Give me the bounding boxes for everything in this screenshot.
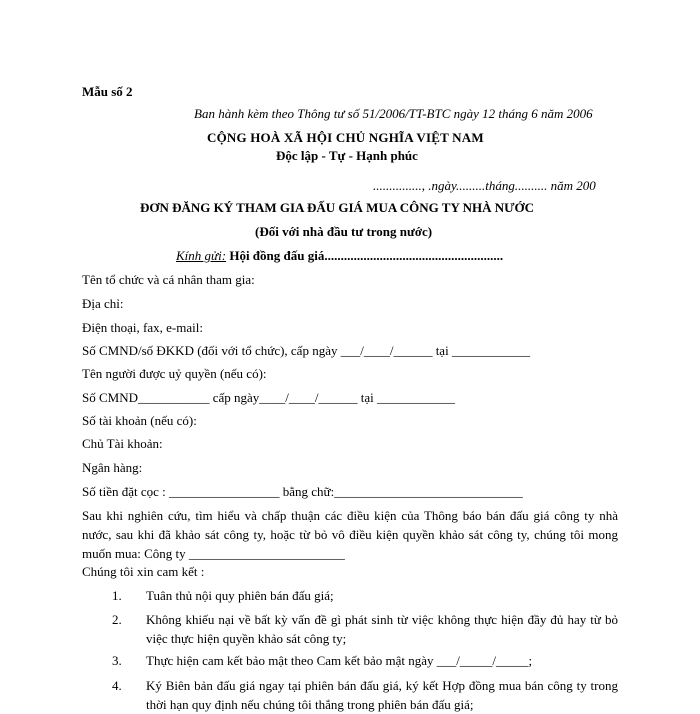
recipient-value: Hội đồng đấu giá....................................................... [229, 248, 504, 263]
field-bank: Ngân hàng: [82, 460, 143, 475]
document-title: ĐƠN ĐĂNG KÝ THAM GIA ĐẤU GIÁ MUA CÔNG TY NHÀ NƯỚC [140, 200, 534, 215]
commitment-number: 4. [112, 678, 122, 693]
field-participant-name: Tên tổ chức và cá nhân tham gia: [82, 272, 255, 287]
recipient-line [176, 248, 503, 264]
commitment-item [112, 676, 618, 714]
motto: Độc lập - Tự - Hạnh phúc [276, 148, 418, 163]
date-line: ..............., .ngày.........tháng.......... năm 200 [373, 178, 596, 193]
field-authorized-person: Tên người được uỷ quyền (nếu có): [82, 366, 267, 381]
body-paragraph: Sau khi nghiên cứu, tìm hiểu và chấp thuận các điều kiện của Thông báo bán đấu giá công ty nhà nước, sau khi đã khảo sát công ty, hoặc từ bỏ vô điều kiện quyền khảo sát công ty, chúng tôi mong muốn mua: Công ty ________________________ [82, 508, 618, 561]
commitment-text: Thực hiện cam kết bảo mật theo Cam kết bảo mật ngày ___/_____/_____; [146, 653, 533, 668]
commit-intro: Chúng tôi xin cam kết : [82, 564, 205, 579]
field-account-holder: Chủ Tài khoản: [82, 436, 163, 451]
field-contact: Điện thoại, fax, e-mail: [82, 320, 203, 335]
commitment-text: Không khiếu nại về bất kỳ vấn đề gì phát sinh từ việc không thực hiện đầy đủ hay từ bỏ việc thực hiện quyền khảo sát công ty; [146, 612, 618, 646]
commitment-text: Ký Biên bản đấu giá ngay tại phiên bán đấu giá, ký kết Hợp đồng mua bán công ty trong thời hạn quy định nếu chúng tôi thắng trong phiên bán đấu giá; [146, 678, 618, 712]
commitment-item [112, 610, 618, 648]
recipient-label: Kính gửi: [176, 248, 227, 263]
form-number: Mẫu số 2 [82, 84, 133, 99]
commitment-item [112, 651, 618, 670]
commitment-text: Tuân thủ nội quy phiên bán đấu giá; [146, 588, 334, 603]
commitment-number: 2. [112, 612, 122, 627]
field-id-number: Số CMND/số ĐKKD (đối với tổ chức), cấp ngày ___/____/______ tại ____________ [82, 343, 530, 358]
document-subtitle: (Đối với nhà đầu tư trong nước) [255, 224, 433, 239]
issued-note: Ban hành kèm theo Thông tư số 51/2006/TT-BTC ngày 12 tháng 6 năm 2006 [194, 106, 593, 121]
field-deposit: Số tiền đặt cọc : _________________ bằng chữ:_____________________________ [82, 484, 523, 499]
field-authorized-id: Số CMND___________ cấp ngày____/____/______ tại ____________ [82, 390, 456, 405]
commitment-number: 1. [112, 588, 122, 603]
field-address: Địa chỉ: [82, 296, 124, 311]
country-name: CỘNG HOÀ XÃ HỘI CHỦ NGHĨA VIỆT NAM [207, 130, 484, 145]
field-account-number: Số tài khoản (nếu có): [82, 413, 197, 428]
commitment-number: 3. [112, 653, 122, 668]
commitment-item [112, 586, 618, 605]
